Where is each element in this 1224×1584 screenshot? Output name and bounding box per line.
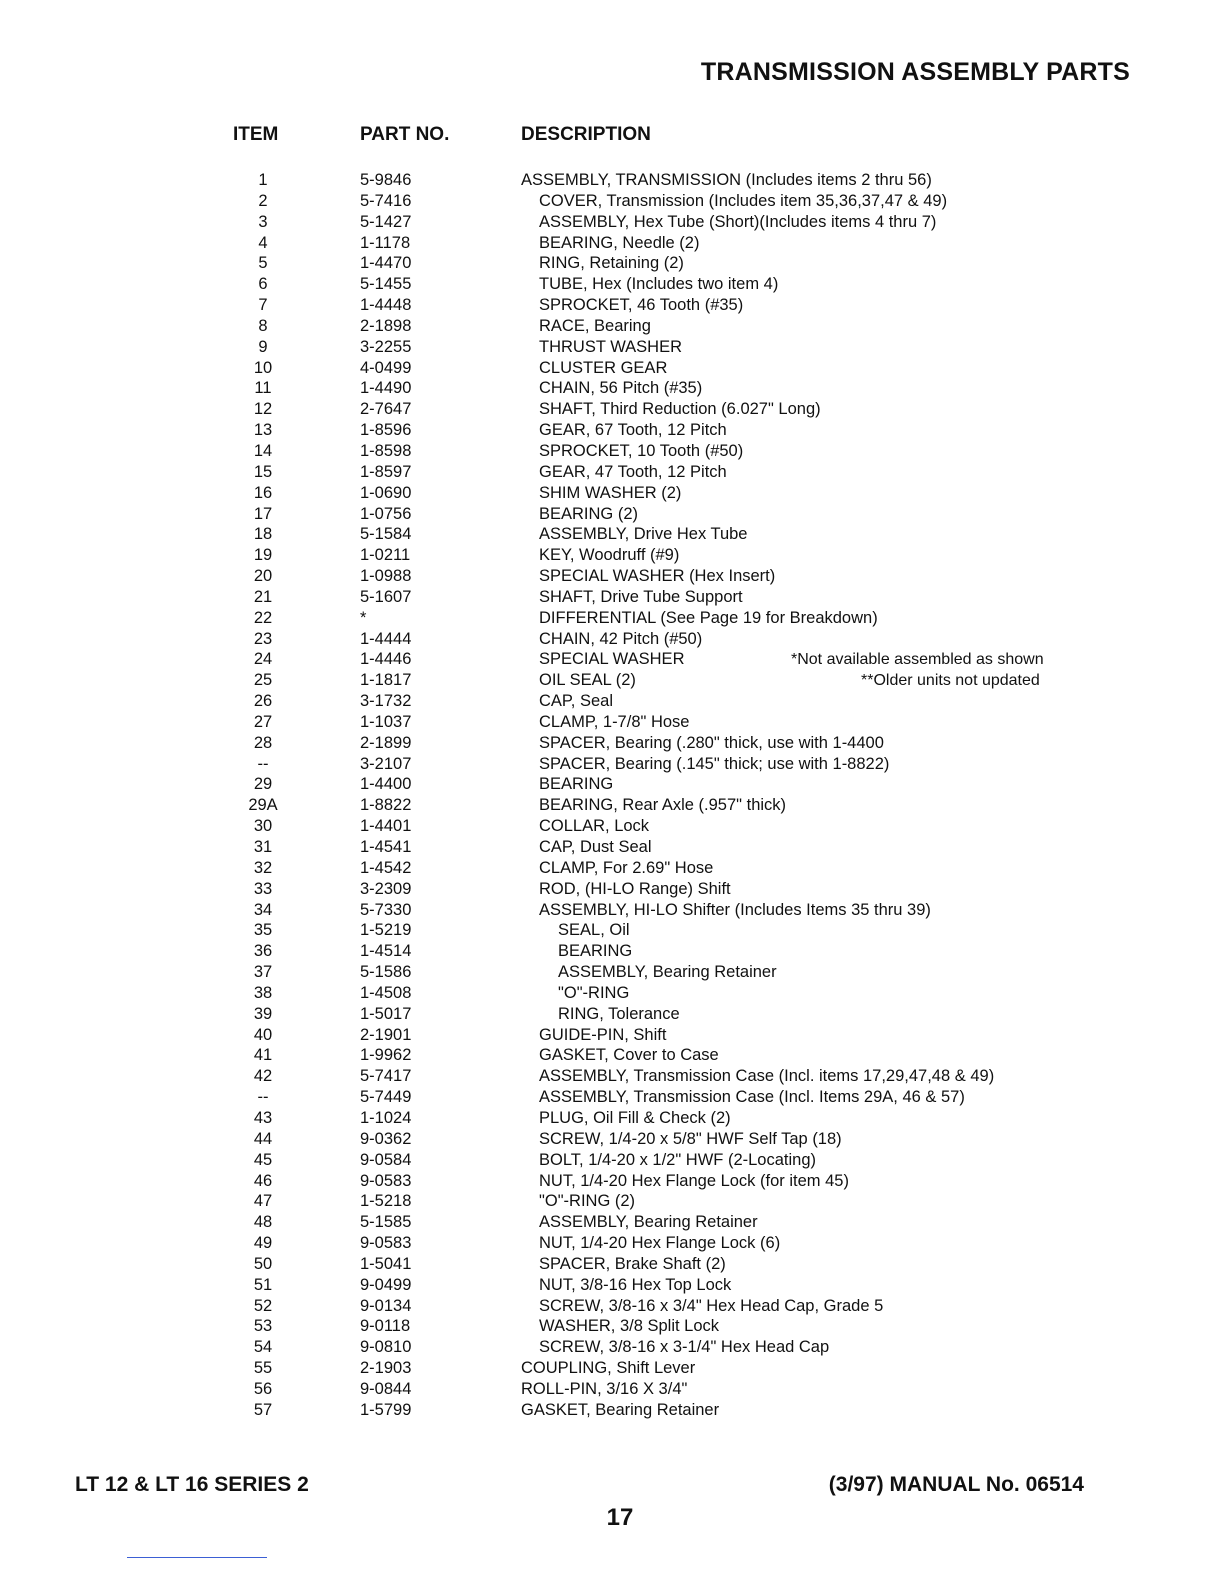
table-row [0, 1337, 1224, 1358]
item-number: 46 [253, 1171, 273, 1190]
part-description: RING, Retaining (2) [539, 254, 684, 273]
table-row [0, 691, 1224, 712]
table-row [0, 524, 1224, 545]
part-number: 5-1455 [360, 275, 412, 294]
table-row [0, 983, 1224, 1004]
part-number: 5-7449 [360, 1088, 412, 1107]
part-number: 5-9846 [360, 171, 412, 189]
item-number: 51 [253, 1275, 273, 1294]
table-row [0, 504, 1224, 525]
table-row [0, 420, 1224, 441]
part-description: ASSEMBLY, TRANSMISSION (Includes items 2 thru 56) [521, 171, 932, 189]
part-number: 1-1178 [360, 233, 411, 252]
part-number: 1-0988 [360, 567, 412, 586]
item-number: 11 [254, 379, 272, 398]
part-description: ASSEMBLY, Bearing Retainer [539, 1213, 758, 1232]
item-number: 42 [253, 1067, 273, 1086]
part-description: RACE, Bearing [539, 316, 651, 335]
item-number: 16 [253, 483, 273, 502]
part-number: 1-4444 [360, 629, 412, 648]
item-number: 44 [253, 1129, 273, 1148]
part-description: BEARING [558, 942, 633, 961]
part-number: 1-5219 [360, 921, 412, 940]
part-number: 5-7417 [360, 1067, 412, 1086]
part-number: 1-1024 [360, 1108, 412, 1127]
part-description: CLUSTER GEAR [539, 358, 668, 377]
part-number: 1-4470 [360, 254, 412, 273]
part-number: 1-0690 [360, 483, 412, 502]
part-description: CLAMP, For 2.69" Hose [539, 858, 714, 877]
item-number: 21 [253, 587, 273, 606]
item-number: 24 [253, 650, 273, 669]
table-row [0, 545, 1224, 566]
item-number: 4 [258, 233, 268, 252]
part-number: 1-1037 [360, 712, 412, 731]
table-row [0, 378, 1224, 399]
item-number: 22 [253, 608, 273, 627]
table-row [0, 879, 1224, 900]
part-description: GUIDE-PIN, Shift [539, 1025, 667, 1044]
table-row [0, 1275, 1224, 1296]
table-row [0, 1150, 1224, 1171]
page-number: 17 [606, 1504, 634, 1531]
item-number: 5 [258, 254, 268, 273]
item-number: 50 [253, 1254, 273, 1273]
part-description: ASSEMBLY, HI-LO Shifter (Includes Items 35 thru 39) [539, 900, 931, 919]
part-number: 9-0583 [360, 1171, 412, 1190]
item-number: 32 [253, 858, 273, 877]
part-number: 2-1899 [360, 733, 412, 752]
item-number: 37 [253, 963, 273, 982]
table-row [0, 1212, 1224, 1233]
table-row [0, 1296, 1224, 1317]
part-description: BEARING [539, 775, 614, 794]
part-description: SPROCKET, 10 Tooth (#50) [539, 441, 744, 460]
table-row [0, 253, 1224, 274]
item-number: 15 [253, 462, 273, 481]
table-row [0, 629, 1224, 650]
table-row [0, 337, 1224, 358]
part-number: 1-4400 [360, 775, 412, 794]
column-header-part-no: PART NO. [360, 124, 450, 145]
scan-underline-mark [127, 1557, 267, 1558]
part-description: SHAFT, Drive Tube Support [539, 587, 743, 606]
part-description: ASSEMBLY, Bearing Retainer [558, 963, 777, 982]
part-description: SPECIAL WASHER (Hex Insert) [539, 567, 776, 586]
part-number: 1-8598 [360, 441, 412, 460]
part-description: SHIM WASHER (2) [539, 483, 682, 502]
part-description: CAP, Seal [539, 692, 613, 711]
table-row [0, 733, 1224, 754]
footer-manual-number: (3/97) MANUAL No. 06514 [828, 1473, 1084, 1496]
table-row [0, 962, 1224, 983]
table-row [0, 858, 1224, 879]
table-row [0, 1066, 1224, 1087]
table-row [0, 212, 1224, 233]
table-row [0, 1191, 1224, 1212]
part-description: GEAR, 47 Tooth, 12 Pitch [539, 462, 727, 481]
table-row [0, 316, 1224, 337]
part-number: 1-4446 [360, 650, 412, 669]
table-row [0, 670, 1224, 691]
item-number: 23 [253, 629, 273, 648]
part-description: SPACER, Bearing (.280" thick, use with 1-4400 [539, 733, 884, 752]
table-row [0, 1045, 1224, 1066]
item-number: 53 [253, 1317, 273, 1336]
part-number: 9-0499 [360, 1275, 412, 1294]
item-number: -- [257, 754, 269, 773]
parts-table [0, 170, 1224, 1421]
part-number: 2-7647 [360, 400, 412, 419]
table-row [0, 1379, 1224, 1400]
item-number: 19 [253, 546, 273, 565]
item-number: 57 [253, 1400, 273, 1419]
part-description: SCREW, 1/4-20 x 5/8" HWF Self Tap (18) [539, 1129, 842, 1148]
part-number: 5-1585 [360, 1213, 412, 1232]
part-description: SHAFT, Third Reduction (6.027" Long) [539, 400, 821, 419]
part-description: BOLT, 1/4-20 x 1/2" HWF (2-Locating) [539, 1150, 816, 1169]
part-description: COUPLING, Shift Lever [521, 1359, 696, 1378]
table-row [0, 1358, 1224, 1379]
part-description: THRUST WASHER [539, 337, 683, 356]
part-description: COVER, Transmission (Includes item 35,36,37,47 & 49) [539, 191, 948, 210]
part-number: 9-0584 [360, 1150, 412, 1169]
item-number: 34 [253, 900, 273, 919]
table-row [0, 1004, 1224, 1025]
part-number: 1-4514 [360, 942, 412, 961]
part-number: 1-8596 [360, 421, 412, 440]
part-number: 9-0810 [360, 1338, 412, 1357]
item-number: 3 [258, 212, 268, 231]
item-number: 49 [253, 1234, 273, 1253]
item-number: 48 [253, 1213, 273, 1232]
table-row [0, 774, 1224, 795]
part-description: OIL SEAL (2) [539, 671, 636, 690]
item-number: 41 [253, 1046, 273, 1065]
part-description: GEAR, 67 Tooth, 12 Pitch [539, 421, 727, 440]
part-description: BEARING, Needle (2) [539, 233, 700, 252]
part-description: SCREW, 3/8-16 x 3-1/4" Hex Head Cap [539, 1338, 830, 1357]
part-description: CAP, Dust Seal [539, 838, 652, 856]
part-description: SCREW, 3/8-16 x 3/4" Hex Head Cap, Grade 5 [539, 1296, 884, 1315]
table-row [0, 295, 1224, 316]
part-number: 5-1607 [360, 587, 412, 606]
part-description: ROLL-PIN, 3/16 X 3/4" [521, 1379, 688, 1398]
column-header-item: ITEM [233, 124, 279, 145]
item-number: 29 [253, 775, 273, 794]
item-number: 30 [253, 817, 273, 836]
part-number: 1-5017 [360, 1004, 412, 1023]
part-description: ROD, (HI-LO Range) Shift [539, 879, 731, 898]
item-number: 17 [253, 504, 273, 523]
footnote-older-units: **Older units not updated [861, 672, 1040, 689]
part-number: 1-1817 [360, 671, 412, 690]
item-number: 1 [258, 171, 268, 189]
part-description: WASHER, 3/8 Split Lock [539, 1317, 720, 1336]
part-description: ASSEMBLY, Transmission Case (Incl. Items 29A, 46 & 57) [539, 1088, 965, 1107]
item-number: 12 [253, 400, 273, 419]
part-number: 1-4490 [360, 379, 412, 398]
item-number: 52 [253, 1296, 273, 1315]
part-description: SPECIAL WASHER [539, 650, 685, 669]
part-number: 5-7330 [360, 900, 412, 919]
item-number: 9 [258, 337, 268, 356]
part-description: ASSEMBLY, Drive Hex Tube [539, 525, 748, 544]
item-number: 45 [253, 1150, 273, 1169]
table-row [0, 712, 1224, 733]
part-description: DIFFERENTIAL (See Page 19 for Breakdown) [539, 608, 878, 627]
item-number: 25 [253, 671, 273, 690]
table-row [0, 399, 1224, 420]
part-number: 5-7416 [360, 191, 412, 210]
part-number: 2-1901 [360, 1025, 412, 1044]
part-number: 1-4448 [360, 296, 412, 315]
part-number: 9-0134 [360, 1296, 412, 1315]
part-description: NUT, 1/4-20 Hex Flange Lock (for item 45) [539, 1171, 849, 1190]
part-description: GASKET, Bearing Retainer [521, 1400, 720, 1419]
item-number: 36 [253, 942, 273, 961]
page-title: TRANSMISSION ASSEMBLY PARTS [700, 58, 1130, 86]
item-number: 39 [253, 1004, 273, 1023]
table-row [0, 816, 1224, 837]
item-number: 55 [253, 1359, 273, 1378]
part-description: "O"-RING (2) [539, 1192, 636, 1211]
item-number: 38 [253, 983, 273, 1002]
table-row [0, 1108, 1224, 1129]
part-description: CLAMP, 1-7/8" Hose [539, 712, 690, 731]
part-description: NUT, 3/8-16 Hex Top Lock [539, 1275, 732, 1294]
table-row [0, 587, 1224, 608]
table-row [0, 233, 1224, 254]
footer-model: LT 12 & LT 16 SERIES 2 [75, 1473, 309, 1496]
item-number: 27 [253, 712, 273, 731]
part-number: 5-1584 [360, 525, 412, 544]
table-row [0, 1025, 1224, 1046]
part-description: SPROCKET, 46 Tooth (#35) [539, 296, 744, 315]
part-number: 1-5799 [360, 1400, 412, 1419]
table-row [0, 274, 1224, 295]
part-number: 1-0756 [360, 504, 412, 523]
table-row [0, 358, 1224, 379]
part-number: 3-2107 [360, 754, 412, 773]
part-description: BEARING, Rear Axle (.957" thick) [539, 796, 787, 815]
table-row [0, 941, 1224, 962]
part-description: KEY, Woodruff (#9) [539, 546, 680, 565]
part-description: BEARING (2) [539, 504, 639, 523]
part-number: 9-0844 [360, 1379, 412, 1398]
part-number: 9-0362 [360, 1129, 412, 1148]
table-row [0, 1087, 1224, 1108]
table-row [0, 566, 1224, 587]
item-number: 54 [253, 1338, 273, 1357]
column-header-description: DESCRIPTION [521, 124, 651, 145]
item-number: 40 [253, 1025, 273, 1044]
part-number: 9-0583 [360, 1234, 412, 1253]
part-number: 3-2309 [360, 879, 412, 898]
part-description: TUBE, Hex (Includes two item 4) [539, 275, 779, 294]
part-description: NUT, 1/4-20 Hex Flange Lock (6) [539, 1234, 781, 1253]
table-row [0, 1129, 1224, 1150]
part-number: 1-0211 [360, 546, 411, 565]
item-number: 6 [258, 275, 268, 294]
table-row [0, 795, 1224, 816]
part-description: SEAL, Oil [558, 921, 630, 940]
item-number: 29A [248, 796, 278, 815]
table-row [0, 483, 1224, 504]
table-row [0, 920, 1224, 941]
table-row [0, 900, 1224, 921]
item-number: 7 [258, 296, 268, 315]
item-number: 2 [258, 191, 268, 210]
part-description: "O"-RING [558, 983, 630, 1002]
part-number: 2-1903 [360, 1359, 412, 1378]
table-row [0, 1171, 1224, 1192]
item-number: 13 [253, 421, 273, 440]
footnote-not-available: *Not available assembled as shown [791, 651, 1044, 668]
part-description: CHAIN, 56 Pitch (#35) [539, 379, 703, 398]
part-number: 5-1427 [360, 212, 412, 231]
table-row [0, 441, 1224, 462]
table-row [0, 170, 1224, 191]
item-number: -- [257, 1088, 269, 1107]
part-number: 1-5041 [360, 1254, 412, 1273]
part-number: 1-4401 [360, 817, 412, 836]
item-number: 10 [253, 358, 273, 377]
part-number: 9-0118 [360, 1317, 411, 1336]
part-number: 3-1732 [360, 692, 412, 711]
table-row [0, 608, 1224, 629]
part-description: RING, Tolerance [558, 1004, 680, 1023]
part-description: SPACER, Brake Shaft (2) [539, 1254, 726, 1273]
part-description: CHAIN, 42 Pitch (#50) [539, 629, 703, 648]
table-row [0, 754, 1224, 775]
part-number: 1-4508 [360, 983, 412, 1002]
item-number: 26 [253, 692, 273, 711]
item-number: 18 [253, 525, 273, 544]
part-number: 5-1586 [360, 963, 412, 982]
item-number: 14 [253, 441, 273, 460]
part-description: PLUG, Oil Fill & Check (2) [539, 1108, 731, 1127]
part-number: 1-4542 [360, 858, 412, 877]
table-row [0, 1400, 1224, 1421]
part-number: 1-9962 [360, 1046, 412, 1065]
table-row [0, 462, 1224, 483]
table-row [0, 1233, 1224, 1254]
table-row [0, 837, 1224, 858]
item-number: 31 [253, 838, 273, 856]
item-number: 33 [253, 879, 273, 898]
table-row [0, 1254, 1224, 1275]
part-number: * [360, 608, 367, 627]
item-number: 20 [253, 567, 273, 586]
item-number: 28 [253, 733, 273, 752]
item-number: 8 [258, 316, 268, 335]
part-number: 1-4541 [360, 838, 412, 856]
item-number: 47 [253, 1192, 273, 1211]
part-description: SPACER, Bearing (.145" thick; use with 1-8822) [539, 754, 890, 773]
part-number: 1-5218 [360, 1192, 412, 1211]
part-description: ASSEMBLY, Transmission Case (Incl. items 17,29,47,48 & 49) [539, 1067, 995, 1086]
part-number: 3-2255 [360, 337, 412, 356]
part-number: 1-8597 [360, 462, 412, 481]
part-description: ASSEMBLY, Hex Tube (Short)(Includes items 4 thru 7) [539, 212, 937, 231]
part-description: COLLAR, Lock [539, 817, 650, 836]
item-number: 56 [253, 1379, 273, 1398]
part-number: 1-8822 [360, 796, 412, 815]
part-number: 2-1898 [360, 316, 412, 335]
item-number: 43 [253, 1108, 273, 1127]
table-row [0, 1316, 1224, 1337]
table-row [0, 191, 1224, 212]
part-description: GASKET, Cover to Case [539, 1046, 719, 1065]
item-number: 35 [253, 921, 273, 940]
part-number: 4-0499 [360, 358, 412, 377]
